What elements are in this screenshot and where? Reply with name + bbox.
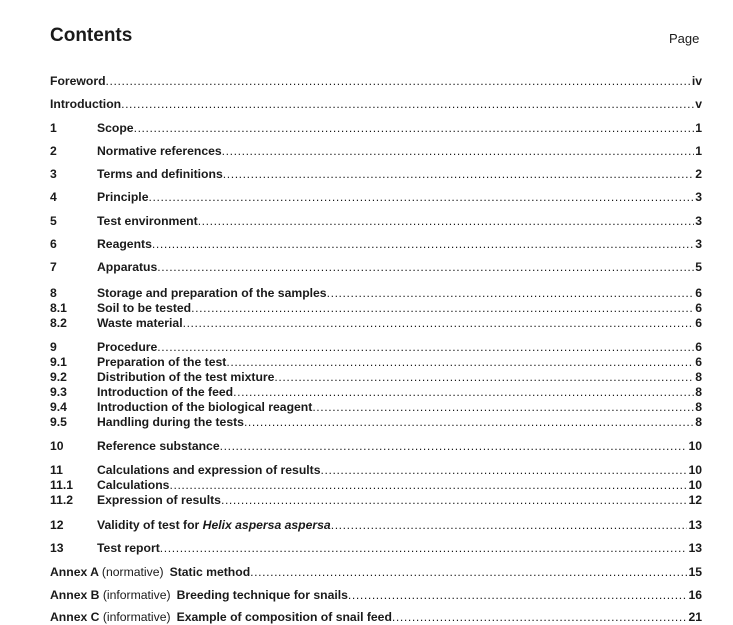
- entry-page: 3: [695, 190, 702, 204]
- annex-type: (informative): [102, 610, 171, 624]
- toc-annex-c[interactable]: [50, 610, 702, 625]
- entry-title: Preparation of the test: [97, 355, 227, 369]
- entry-title: Terms and definitions: [97, 167, 223, 181]
- entry-page: 8: [695, 400, 702, 414]
- entry-number: 9.4: [50, 400, 67, 414]
- leader-dots: [331, 518, 688, 533]
- entry-title: Introduction: [50, 97, 122, 111]
- toc-entry-foreword[interactable]: [50, 74, 702, 89]
- entry-number: 9: [50, 340, 57, 354]
- leader-dots: [220, 439, 688, 454]
- entry-title: Procedure: [97, 340, 158, 354]
- entry-page: 12: [688, 493, 702, 507]
- entry-number: 11.2: [50, 493, 74, 507]
- toc-entry-3[interactable]: [50, 167, 702, 182]
- annex-heading: [50, 565, 250, 580]
- entry-page: 1: [695, 121, 702, 135]
- entry-number: 12: [50, 518, 64, 532]
- entry-title: Test environment: [97, 214, 198, 228]
- entry-page: 21: [688, 610, 702, 624]
- entry-title: Introduction of the biological reagent: [97, 400, 313, 414]
- toc-entry-7[interactable]: [50, 260, 702, 275]
- entry-title: Storage and preparation of the samples: [97, 286, 327, 300]
- toc-entry-1[interactable]: [50, 121, 702, 136]
- leader-dots: [157, 260, 694, 275]
- entry-page: 16: [688, 588, 702, 602]
- entry-number: 8.1: [50, 301, 67, 315]
- entry-number: 8.2: [50, 316, 67, 330]
- toc-annex-a[interactable]: [50, 565, 702, 580]
- toc-entry-8-1[interactable]: [50, 301, 702, 316]
- entry-page: 2: [695, 167, 702, 181]
- leader-dots: [183, 316, 695, 331]
- entry-title: Introduction of the feed: [97, 385, 234, 399]
- entry-number: 1: [50, 121, 57, 135]
- entry-number: 9.2: [50, 370, 67, 384]
- entry-number: 2: [50, 144, 57, 158]
- entry-number: 11: [50, 463, 63, 477]
- entry-number: 4: [50, 190, 57, 204]
- leader-dots: [152, 237, 694, 252]
- leader-dots: [191, 301, 694, 316]
- toc-entry-11[interactable]: [50, 463, 702, 478]
- entry-number: 13: [50, 541, 64, 555]
- entry-page: 6: [695, 301, 702, 315]
- toc-entry-13[interactable]: [50, 541, 702, 556]
- leader-dots: [348, 588, 688, 603]
- leader-dots: [222, 144, 695, 159]
- annex-heading: [50, 610, 392, 625]
- toc-entry-9-4[interactable]: [50, 400, 702, 415]
- toc-entry-9-5[interactable]: [50, 415, 702, 430]
- entry-page: 13: [688, 518, 702, 532]
- annex-title: Static method: [169, 565, 251, 579]
- toc-entry-8[interactable]: [50, 286, 702, 301]
- annex-title: Breeding technique for snails: [176, 588, 348, 602]
- annex-label: Annex C: [50, 610, 100, 624]
- leader-dots: [274, 370, 694, 385]
- entry-page: 8: [695, 415, 702, 429]
- entry-title: Expression of results: [97, 493, 221, 507]
- toc-entry-9-3[interactable]: [50, 385, 702, 400]
- page-column-label: Page: [669, 31, 700, 46]
- leader-dots: [226, 355, 694, 370]
- entry-number: 9.1: [50, 355, 67, 369]
- leader-dots: [327, 286, 695, 301]
- leader-dots: [223, 167, 694, 182]
- leader-dots: [134, 121, 695, 136]
- toc-entry-2[interactable]: [50, 144, 702, 159]
- annex-type: (normative): [101, 565, 164, 579]
- entry-title: Principle: [97, 190, 149, 204]
- annex-title: Example of composition of snail feed: [176, 610, 392, 624]
- entry-number: 10: [50, 439, 64, 453]
- entry-title: [97, 518, 331, 533]
- toc-entry-10[interactable]: [50, 439, 702, 454]
- leader-dots: [121, 97, 694, 112]
- entry-page: 3: [695, 237, 702, 251]
- entry-number: 7: [50, 260, 57, 274]
- leader-dots: [148, 190, 694, 205]
- entry-title-prefix: Validity of test for: [97, 518, 203, 532]
- entry-title: Calculations: [97, 478, 170, 492]
- entry-page: 13: [688, 541, 702, 555]
- entry-page: 10: [688, 439, 702, 453]
- entry-title: Apparatus: [97, 260, 158, 274]
- toc-entry-11-2[interactable]: [50, 493, 702, 508]
- entry-number: 5: [50, 214, 57, 228]
- entry-page: 6: [695, 316, 702, 330]
- entry-number: 9.5: [50, 415, 67, 429]
- entry-number: 11.1: [50, 478, 74, 492]
- toc-title: Contents: [50, 25, 133, 46]
- entry-title: Scope: [97, 121, 134, 135]
- toc-entry-9-2[interactable]: [50, 370, 702, 385]
- leader-dots: [392, 610, 688, 625]
- toc-entry-5[interactable]: [50, 214, 702, 229]
- toc-entry-introduction[interactable]: [50, 97, 702, 112]
- entry-title: Normative references: [97, 144, 222, 158]
- toc-entry-6[interactable]: [50, 237, 702, 252]
- entry-page: 15: [688, 565, 702, 579]
- leader-dots: [321, 463, 688, 478]
- entry-title: Calculations and expression of results: [97, 463, 321, 477]
- entry-number: 9.3: [50, 385, 67, 399]
- toc-entry-12[interactable]: [50, 518, 702, 533]
- entry-title: Soil to be tested: [97, 301, 192, 315]
- entry-page: 3: [695, 214, 702, 228]
- entry-page: 6: [695, 355, 702, 369]
- entry-page: 10: [688, 478, 702, 492]
- entry-page: 8: [695, 385, 702, 399]
- entry-page: 6: [695, 340, 702, 354]
- leader-dots: [312, 400, 694, 415]
- leader-dots: [233, 385, 694, 400]
- toc-entry-11-1[interactable]: [50, 478, 702, 493]
- entry-page: 5: [695, 260, 702, 274]
- leader-dots: [160, 541, 688, 556]
- entry-title: Distribution of the test mixture: [97, 370, 275, 384]
- entry-title: Test report: [97, 541, 160, 555]
- annex-label: Annex B: [50, 588, 100, 602]
- entry-number: 8: [50, 286, 57, 300]
- entry-page: 6: [695, 286, 702, 300]
- entry-page: 10: [688, 463, 702, 477]
- annex-heading: [50, 588, 348, 603]
- entry-title: Reference substance: [97, 439, 220, 453]
- entry-page: iv: [691, 74, 702, 88]
- entry-title: Waste material: [97, 316, 183, 330]
- entry-page: 1: [695, 144, 702, 158]
- annex-label: Annex A: [50, 565, 99, 579]
- leader-dots: [157, 340, 694, 355]
- toc-entry-9-1[interactable]: [50, 355, 702, 370]
- toc-entry-9[interactable]: [50, 340, 702, 355]
- entry-title: Foreword: [50, 74, 106, 88]
- entry-title: Handling during the tests: [97, 415, 244, 429]
- toc-annex-b[interactable]: [50, 588, 702, 603]
- leader-dots: [198, 214, 695, 229]
- leader-dots: [244, 415, 694, 430]
- entry-title-species: Helix aspersa aspersa: [202, 518, 331, 532]
- leader-dots: [250, 565, 687, 580]
- toc-entry-4[interactable]: [50, 190, 702, 205]
- entry-page: v: [695, 97, 702, 111]
- entry-title: Reagents: [97, 237, 152, 251]
- annex-type: (informative): [102, 588, 171, 602]
- entry-number: 6: [50, 237, 57, 251]
- leader-dots: [169, 478, 687, 493]
- leader-dots: [221, 493, 687, 508]
- toc-entry-8-2[interactable]: [50, 316, 702, 331]
- entry-number: 3: [50, 167, 57, 181]
- entry-page: 8: [695, 370, 702, 384]
- leader-dots: [106, 74, 691, 89]
